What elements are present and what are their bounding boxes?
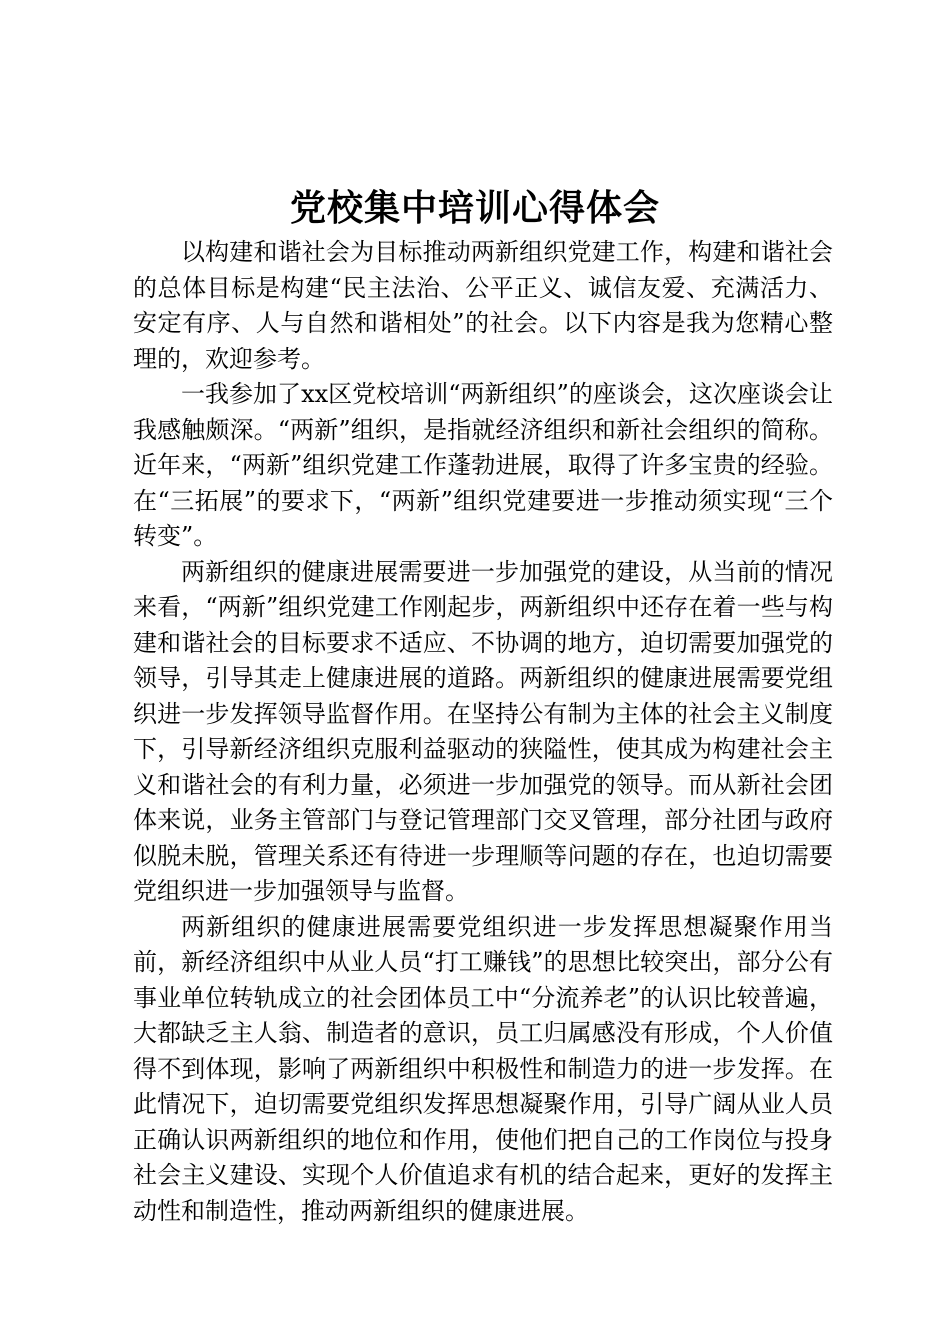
paragraph-intro: 以构建和谐社会为目标推动两新组织党建工作，构建和谐社会的总体目标是构建“民主法治、公平正义、诚信友爱、充满活力、安定有序、人与自然和谐相处”的社会。以下内容是我为您精心整理的，欢迎参考。	[133, 238, 833, 373]
document-title: 党校集中培训心得体会	[289, 187, 660, 229]
document-body	[133, 235, 833, 1229]
paragraph-seminar: 一我参加了xx区党校培训“两新组织”的座谈会，这次座谈会让我感触颇深。“两新”组织，是指就经济组织和新社会组织的简称。近年来，“两新”组织党建工作蓬勃进展，取得了许多宝贵的经验。在“三拓展”的要求下，“两新”组织党建要进一步推动须实现“三个转变”。	[133, 380, 833, 550]
paragraph-party-leadership: 两新组织的健康进展需要进一步加强党的建设，从当前的情况来看，“两新”组织党建工作刚起步，两新组织中还存在着一些与构建和谐社会的目标要求不适应、不协调的地方，迫切需要加强党的领导，引导其走上健康进展的道路。两新组织的健康进展需要党组织进一步发挥领导监督作用。在坚持公有制为主体的社会主义制度下，引导新经济组织克服利益驱动的狭隘性，使其成为构建社会主义和谐社会的有利力量，必须进一步加强党的领导。而从新社会团体来说，业务主管部门与登记管理部门交叉管理，部分社团与政府似脱未脱，管理关系还有待进一步理顺等问题的存在，也迫切需要党组织进一步加强领导与监督。	[133, 557, 833, 905]
paragraph-ideological-cohesion: 两新组织的健康进展需要党组织进一步发挥思想凝聚作用当前，新经济组织中从业人员“打工赚钱”的思想比较突出，部分公有事业单位转轨成立的社会团体员工中“分流养老”的认识比较普遍，大都缺乏主人翁、制造者的意识，员工归属感没有形成，个人价值得不到体现，影响了两新组织中积极性和制造力的进一步发挥。在此情况下，迫切需要党组织发挥思想凝聚作用，引导广阔从业人员正确认识两新组织的地位和作用，使他们把自己的工作岗位与投身社会主义建设、实现个人价值追求有机的结合起来，更好的发挥主动性和制造性，推动两新组织的健康进展。	[133, 912, 833, 1225]
